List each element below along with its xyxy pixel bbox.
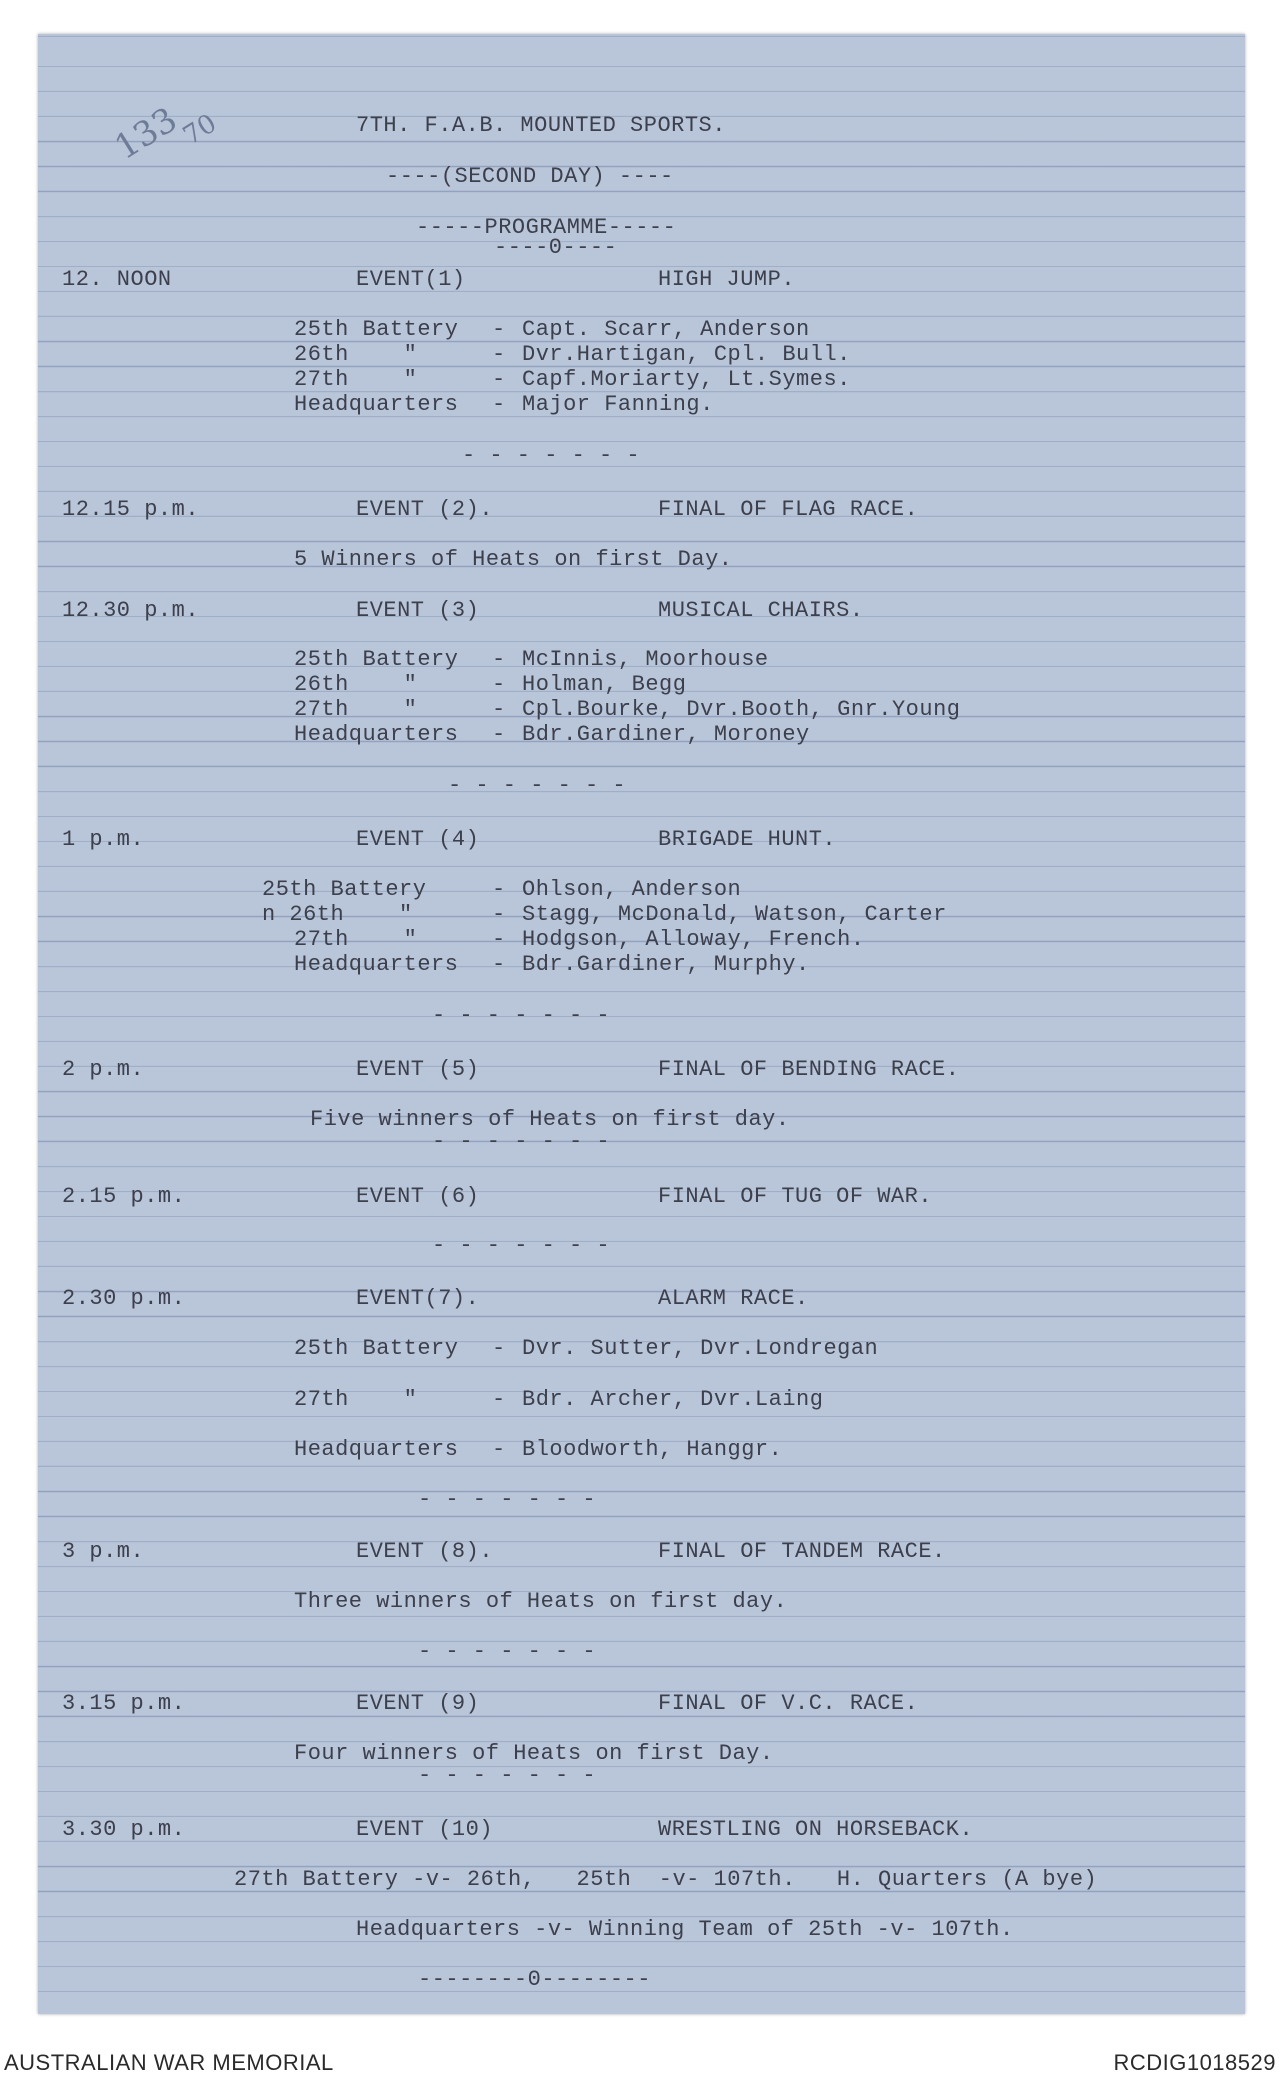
entry-dash: - <box>492 392 506 417</box>
event-number: EVENT (6) <box>356 1184 480 1209</box>
entry-dash: - <box>492 672 506 697</box>
entry-dash: - <box>492 1336 506 1361</box>
entry-dash: - <box>492 902 506 927</box>
entry-unit: Headquarters <box>294 722 459 747</box>
separator: - - - - - - - <box>418 1487 597 1512</box>
entry-unit: 25th Battery <box>294 1336 459 1361</box>
entry-unit: 27th " <box>294 367 418 392</box>
entry-unit: n 26th " <box>262 902 413 927</box>
event-note: 27th Battery -v- 26th, 25th -v- 107th. H. Quarters (A bye) <box>234 1867 1098 1892</box>
handwritten-mark: 70 <box>178 108 222 152</box>
footer-record-id: RCDIG1018529 <box>1113 2050 1276 2075</box>
entry-dash: - <box>492 927 506 952</box>
event-name: WRESTLING ON HORSEBACK. <box>658 1817 974 1842</box>
entry-names: McInnis, Moorhouse <box>522 647 769 672</box>
event-number: EVENT (9) <box>356 1691 480 1716</box>
entry-names: Bdr. Archer, Dvr.Laing <box>522 1387 824 1412</box>
programme-heading: -----PROGRAMME----- <box>416 215 677 240</box>
event-time: 2.30 p.m. <box>62 1286 186 1311</box>
entry-names: Bdr.Gardiner, Murphy. <box>522 952 810 977</box>
event-number: EVENT (3) <box>356 598 480 623</box>
entry-dash: - <box>492 952 506 977</box>
entry-unit: 25th Battery <box>262 877 427 902</box>
entry-names: Holman, Begg <box>522 672 687 697</box>
event-number: EVENT (10) <box>356 1817 494 1842</box>
event-note: Three winners of Heats on first day. <box>294 1589 788 1614</box>
entry-dash: - <box>492 1387 506 1412</box>
event-note: Five winners of Heats on first day. <box>310 1107 790 1132</box>
separator: - - - - - - - <box>448 773 627 798</box>
event-number: EVENT (2). <box>356 497 494 522</box>
event-name: FINAL OF TANDEM RACE. <box>658 1539 946 1564</box>
entry-dash: - <box>492 877 506 902</box>
entry-unit: Headquarters <box>294 952 459 977</box>
end-rule: --------0-------- <box>418 1967 651 1992</box>
separator: - - - - - - - <box>432 1233 611 1258</box>
event-name: FINAL OF V.C. RACE. <box>658 1691 919 1716</box>
event-time: 3 p.m. <box>62 1539 145 1564</box>
event-time: 3.15 p.m. <box>62 1691 186 1716</box>
entry-names: Dvr. Sutter, Dvr.Londregan <box>522 1336 879 1361</box>
entry-names: Major Fanning. <box>522 392 714 417</box>
event-name: FINAL OF TUG OF WAR. <box>658 1184 933 1209</box>
event-name: MUSICAL CHAIRS. <box>658 598 864 623</box>
event-number: EVENT (5) <box>356 1057 480 1082</box>
separator: - - - - - - - <box>418 1763 597 1788</box>
entry-unit: 25th Battery <box>294 317 459 342</box>
entry-names: Ohlson, Anderson <box>522 877 742 902</box>
event-time: 12.15 p.m. <box>62 497 200 522</box>
entry-unit: Headquarters <box>294 1437 459 1462</box>
programme-rule: ----0---- <box>494 235 618 260</box>
event-time: 12.30 p.m. <box>62 598 200 623</box>
event-time: 2.15 p.m. <box>62 1184 186 1209</box>
footer-archive-name: AUSTRALIAN WAR MEMORIAL <box>4 2050 334 2075</box>
event-name: ALARM RACE. <box>658 1286 809 1311</box>
separator: - - - - - - - <box>432 1003 611 1028</box>
entry-names: Bdr.Gardiner, Moroney <box>522 722 810 747</box>
event-number: EVENT (8). <box>356 1539 494 1564</box>
entry-unit: 27th " <box>294 697 418 722</box>
entry-dash: - <box>492 317 506 342</box>
entry-unit: 27th " <box>294 927 418 952</box>
event-time: 1 p.m. <box>62 827 145 852</box>
event-name: BRIGADE HUNT. <box>658 827 837 852</box>
separator: - - - - - - - <box>462 443 641 468</box>
entry-unit: 26th " <box>294 342 418 367</box>
document-subtitle: ----(SECOND DAY) ---- <box>386 164 674 189</box>
event-time: 3.30 p.m. <box>62 1817 186 1842</box>
event-note: 5 Winners of Heats on first Day. <box>294 547 733 572</box>
event-note: Four winners of Heats on first Day. <box>294 1741 774 1766</box>
entry-dash: - <box>492 342 506 367</box>
event-note-second: Headquarters -v- Winning Team of 25th -v- 107th. <box>356 1917 1014 1942</box>
entry-dash: - <box>492 697 506 722</box>
event-name: FINAL OF FLAG RACE. <box>658 497 919 522</box>
handwritten-folio-number: 133 <box>108 99 185 168</box>
event-number: EVENT (4) <box>356 827 480 852</box>
entry-dash: - <box>492 722 506 747</box>
event-name: FINAL OF BENDING RACE. <box>658 1057 960 1082</box>
separator: - - - - - - - <box>432 1129 611 1154</box>
entry-names: Capt. Scarr, Anderson <box>522 317 810 342</box>
entry-names: Cpl.Bourke, Dvr.Booth, Gnr.Young <box>522 697 961 722</box>
separator: - - - - - - - <box>418 1639 597 1664</box>
event-number: EVENT(1) <box>356 267 466 292</box>
typewritten-page <box>38 34 1245 2014</box>
entry-dash: - <box>492 367 506 392</box>
document-title: 7TH. F.A.B. MOUNTED SPORTS. <box>356 113 726 138</box>
entry-names: Capf.Moriarty, Lt.Symes. <box>522 367 851 392</box>
entry-dash: - <box>492 647 506 672</box>
entry-dash: - <box>492 1437 506 1462</box>
event-time: 2 p.m. <box>62 1057 145 1082</box>
event-name: HIGH JUMP. <box>658 267 796 292</box>
event-time: 12. NOON <box>62 267 172 292</box>
entry-names: Dvr.Hartigan, Cpl. Bull. <box>522 342 851 367</box>
entry-unit: 27th " <box>294 1387 418 1412</box>
entry-unit: Headquarters <box>294 392 459 417</box>
entry-names: Hodgson, Alloway, French. <box>522 927 865 952</box>
entry-names: Bloodworth, Hanggr. <box>522 1437 783 1462</box>
event-number: EVENT(7). <box>356 1286 480 1311</box>
entry-unit: 25th Battery <box>294 647 459 672</box>
entry-unit: 26th " <box>294 672 418 697</box>
entry-names: Stagg, McDonald, Watson, Carter <box>522 902 947 927</box>
